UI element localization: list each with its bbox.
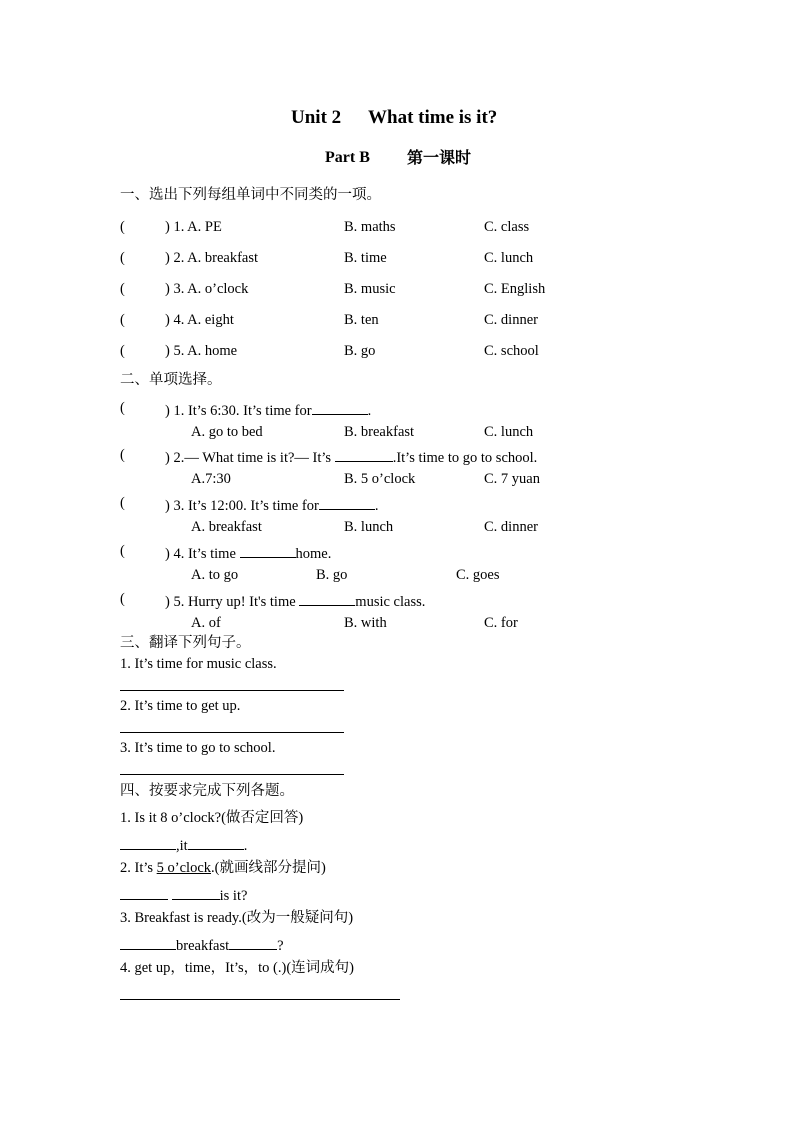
question-stem — [165, 544, 331, 562]
option-a: A. to go — [191, 567, 239, 583]
question-stem — [165, 401, 371, 419]
question-stem — [165, 448, 537, 466]
answer-paren[interactable]: ( — [120, 219, 125, 235]
answer-text: breakfast — [176, 938, 230, 954]
option-b: B. with — [344, 615, 387, 631]
question-stem — [165, 592, 425, 610]
item-option-b: B. music — [344, 281, 396, 297]
answer-blank[interactable] — [229, 936, 277, 950]
task-question-text: .(就画线部分提问) — [211, 860, 326, 876]
option-b: B. lunch — [344, 519, 394, 535]
answer-blank[interactable] — [120, 836, 176, 850]
option-a: A. of — [191, 615, 221, 631]
answer-line[interactable] — [120, 774, 344, 775]
answer-blank[interactable] — [312, 401, 368, 415]
task-question-text: 2. It’s — [120, 860, 157, 876]
section2-heading: 二、单项选择。 — [120, 372, 222, 388]
option-b: B. go — [316, 567, 348, 583]
stem-end: .It’s time to go to school. — [392, 450, 538, 466]
answer-blank[interactable] — [188, 836, 244, 850]
answer-blank[interactable] — [120, 886, 168, 900]
stem-end: music class. — [355, 594, 426, 610]
option-a: A. go to bed — [191, 424, 263, 440]
item-option-b: B. ten — [344, 312, 379, 328]
answer-text: is it? — [219, 888, 248, 904]
task-question — [120, 861, 326, 876]
stem-start: ) 3. It’s 12:00. It’s time for — [165, 498, 319, 514]
task-question — [120, 961, 354, 976]
section1-heading: 一、选出下列每组单词中不同类的一项。 — [120, 187, 381, 203]
underlined-phrase: 5 o’clock — [156, 860, 212, 876]
option-c: C. dinner — [484, 519, 538, 535]
answer-blank[interactable] — [335, 448, 393, 462]
part-label: Part B — [325, 149, 370, 166]
translation-sentence: 1. It’s time for music class. — [120, 656, 277, 672]
stem-start: ) 4. It’s time — [165, 546, 240, 562]
stem-start: ) 5. Hurry up! It's time — [165, 594, 300, 610]
answer-line[interactable] — [120, 690, 344, 691]
translation-sentence: 2. It’s time to get up. — [120, 698, 241, 714]
stem-start: ) 1. It’s 6:30. It’s time for — [165, 403, 312, 419]
item-option-b: B. go — [344, 343, 376, 359]
task-answer — [120, 886, 247, 904]
answer-paren[interactable]: ( — [120, 495, 125, 511]
item-option-a: ) 3. A. o’clock — [165, 281, 249, 297]
task-question — [120, 911, 353, 926]
item-option-a: ) 2. A. breakfast — [165, 250, 259, 266]
translation-sentence: 3. It’s time to go to school. — [120, 740, 276, 756]
option-c: C. lunch — [484, 424, 534, 440]
item-option-b: B. maths — [344, 219, 396, 235]
stem-start: ) 2.— What time is it?— It’s — [165, 450, 335, 466]
answer-paren[interactable]: ( — [120, 250, 125, 266]
section3-heading: 三、翻译下列句子。 — [120, 635, 251, 651]
task-question-text: 3. Breakfast is ready.(改为一般疑问句) — [120, 910, 354, 926]
task-question-text: 1. Is it 8 o’clock?(做否定回答) — [120, 810, 304, 826]
stem-end: . — [367, 403, 372, 419]
answer-blank[interactable] — [172, 886, 220, 900]
item-option-a: ) 4. A. eight — [165, 312, 234, 328]
answer-paren[interactable]: ( — [120, 281, 125, 297]
page-title: What time is it? — [368, 107, 498, 128]
task-answer — [120, 836, 247, 854]
item-option-a: ) 1. A. PE — [165, 219, 222, 235]
section4-heading: 四、按要求完成下列各题。 — [120, 783, 294, 799]
answer-paren[interactable]: ( — [120, 400, 125, 416]
item-option-c: C. class — [484, 219, 530, 235]
option-c: C. for — [484, 615, 518, 631]
question-stem — [165, 496, 378, 514]
option-a: A. breakfast — [191, 519, 262, 535]
item-option-c: C. lunch — [484, 250, 534, 266]
answer-paren[interactable]: ( — [120, 591, 125, 607]
option-a: A.7:30 — [191, 471, 231, 487]
answer-paren[interactable]: ( — [120, 312, 125, 328]
item-option-a: ) 5. A. home — [165, 343, 238, 359]
item-option-c: C. English — [484, 281, 546, 297]
item-option-c: C. school — [484, 343, 539, 359]
option-c: C. goes — [456, 567, 500, 583]
answer-blank[interactable] — [240, 544, 296, 558]
task-question — [120, 811, 303, 826]
option-c: C. 7 yuan — [484, 471, 540, 487]
task-question-text: 4. get up，time，It’s，to (.)(连词成句) — [120, 960, 354, 976]
item-option-c: C. dinner — [484, 312, 538, 328]
answer-text: . — [243, 838, 248, 854]
task-answer — [120, 936, 284, 954]
answer-text: ? — [277, 938, 284, 954]
option-b: B. breakfast — [344, 424, 415, 440]
answer-paren[interactable]: ( — [120, 343, 125, 359]
answer-blank[interactable] — [299, 592, 355, 606]
stem-end: home. — [295, 546, 332, 562]
option-b: B. 5 o’clock — [344, 471, 416, 487]
item-option-b: B. time — [344, 250, 387, 266]
unit-label: Unit 2 — [291, 107, 342, 128]
answer-line[interactable] — [120, 999, 400, 1000]
stem-end: . — [374, 498, 379, 514]
answer-text: ,it — [176, 838, 188, 854]
answer-blank[interactable] — [120, 936, 176, 950]
answer-blank[interactable] — [319, 496, 375, 510]
answer-line[interactable] — [120, 732, 344, 733]
lesson-label: 第一课时 — [407, 148, 472, 167]
answer-paren[interactable]: ( — [120, 543, 125, 559]
answer-paren[interactable]: ( — [120, 447, 125, 463]
